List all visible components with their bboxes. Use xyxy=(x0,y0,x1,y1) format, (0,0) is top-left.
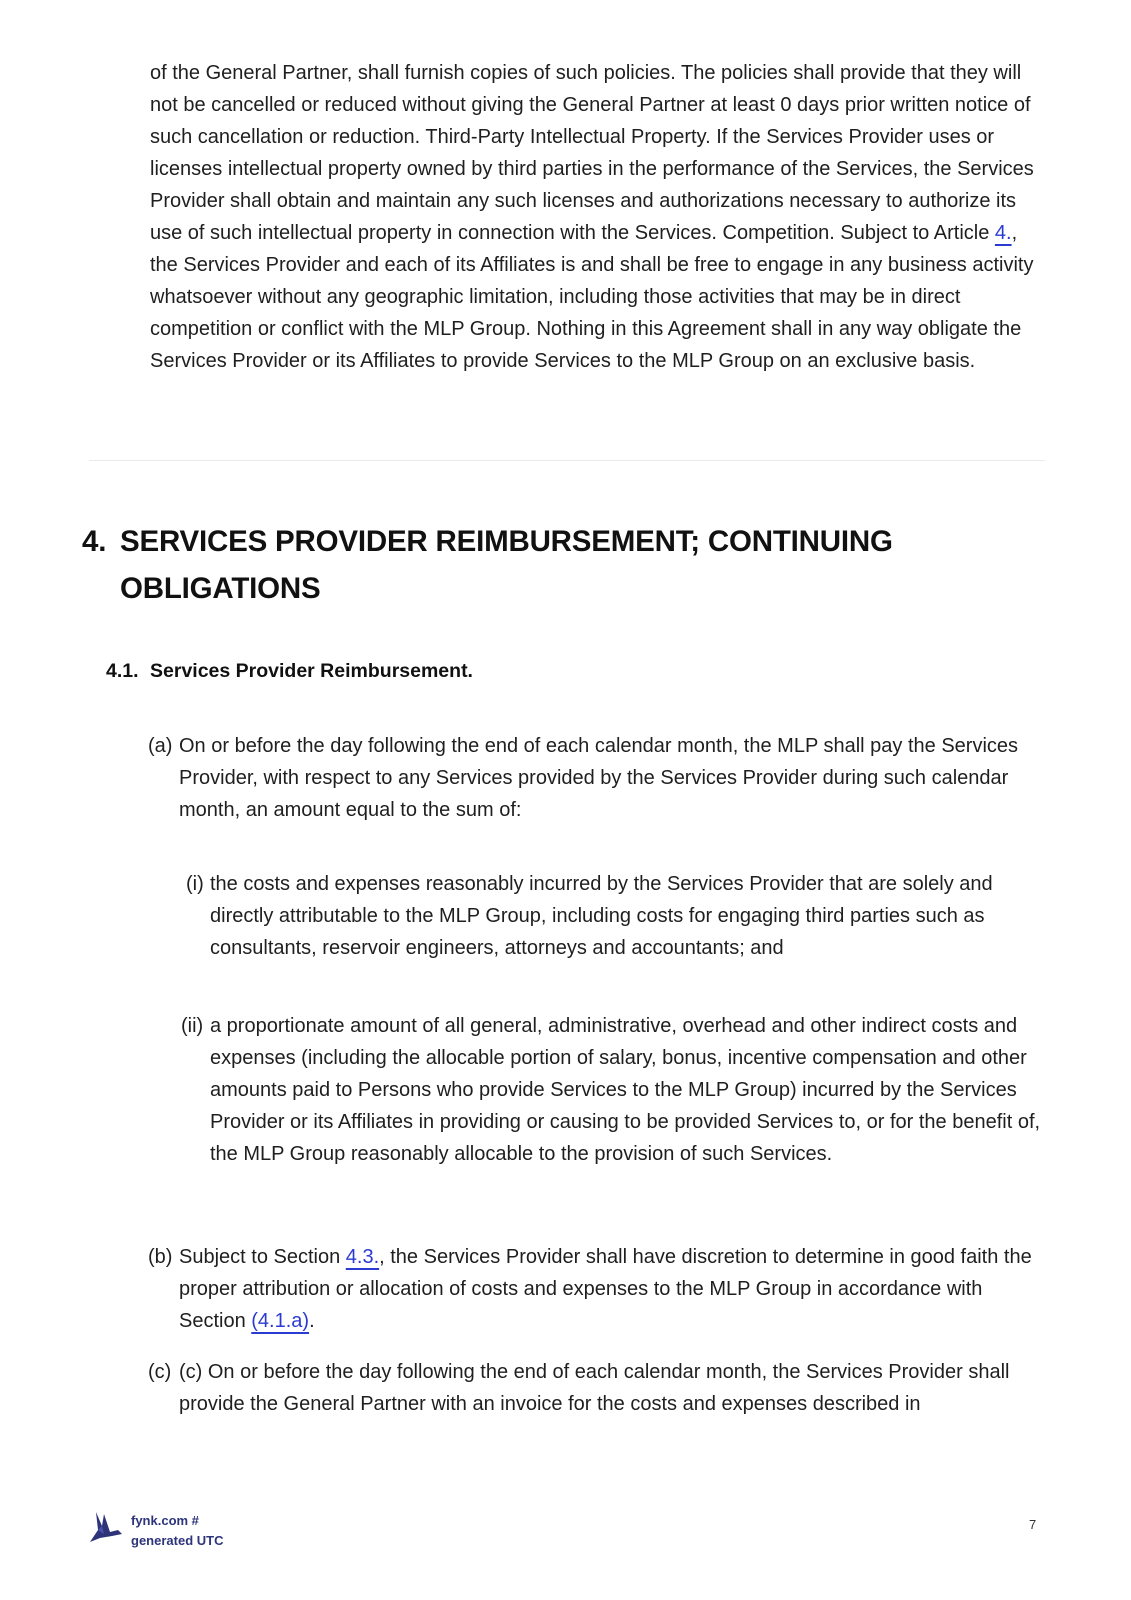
footer-line2: generated UTC xyxy=(131,1533,224,1548)
section-heading xyxy=(82,518,893,612)
clause-ii xyxy=(181,1010,1048,1170)
footer-text xyxy=(131,1511,223,1551)
clause-label: (c) xyxy=(148,1361,172,1383)
page-number: 7 xyxy=(1029,1517,1037,1532)
clause-text: the costs and expenses reasonably incurred by the Services Provider that are solely and directly attributable to the MLP Group, including costs for engaging third parties such as consultants, reservoir engineers, attorneys and accountants; and xyxy=(210,873,993,959)
clause-label: (i) xyxy=(186,873,204,895)
clause-text: On or before the day following the end of each calendar month, the MLP shall pay the Services Provider, with respect to any Services provided by the Services Provider during such calendar month, an amount equal to the sum of: xyxy=(179,735,1019,821)
clause-text: (c) On or before the day following the end of each calendar month, the Services Provider shall provide the General Partner with an invoice for the costs and expenses described in xyxy=(179,1361,1010,1415)
fynk-bird-logo-icon xyxy=(88,1508,124,1544)
section-number: 4. xyxy=(82,525,107,558)
clause-label: (ii) xyxy=(181,1015,204,1037)
clause-i xyxy=(186,868,1048,964)
clause-a xyxy=(148,730,1048,826)
clause-c xyxy=(148,1356,1048,1420)
section-title-line1: SERVICES PROVIDER REIMBURSEMENT; CONTINUING xyxy=(120,525,893,558)
clause-b xyxy=(148,1241,1048,1337)
subsection-number: 4.1. xyxy=(106,660,139,682)
subsection-title: Services Provider Reimbursement. xyxy=(150,660,473,682)
clause-label: (b) xyxy=(148,1246,173,1268)
clause-text: a proportionate amount of all general, administrative, overhead and other indirect costs and expenses (including the allocable portion of salary, bonus, incentive compensation and other amounts paid to Persons who provide Services to the MLP Group) incurred by the Services Provider or its Affiliates in providing or causing to be provided Services to, or for the benefit of, the MLP Group reasonably allocable to the provision of such Services. xyxy=(210,1015,1041,1165)
section-4-1-a-link[interactable]: (4.1.a) xyxy=(251,1310,310,1332)
intro-paragraph: of the General Partner, shall furnish copies of such policies. The policies shall provide that they will not be cancelled or reduced without giving the General Partner at least 0 days prior written notice of such cancellation or reduction. Third-Party Intellectual Property. If the Services Provider uses or licenses intellectual property owned by third parties in the performance of the Services, the Services Provider shall obtain and maintain any such licenses and authorizations necessary to authorize its use of such intellectual property in connection with the Services. Competition. Subject to Article 4., the Services Provider and each of its Affiliates is and shall be free to engage in any business activity whatsoever without any geographic limitation, including those activities that may be in direct competition or conflict with the MLP Group. Nothing in this Agreement shall in any way obligate the Services Provider or its Affiliates to provide Services to the MLP Group on an exclusive basis. xyxy=(150,62,1034,372)
section-4-3-link[interactable]: 4.3. xyxy=(345,1246,380,1268)
clause-label: (a) xyxy=(148,735,173,757)
subsection-heading xyxy=(106,658,473,684)
footer-line1: fynk.com # xyxy=(131,1513,199,1528)
section-divider xyxy=(89,460,1045,461)
clause-text: Subject to Section 4.3., the Services Provider shall have discretion to determine in good faith the proper attribution or allocation of costs and expenses to the MLP Group in accordance with Section (4.1.a). xyxy=(179,1246,1032,1332)
article-4-link[interactable]: 4. xyxy=(994,222,1012,244)
section-title-line2: OBLIGATIONS xyxy=(120,572,321,605)
